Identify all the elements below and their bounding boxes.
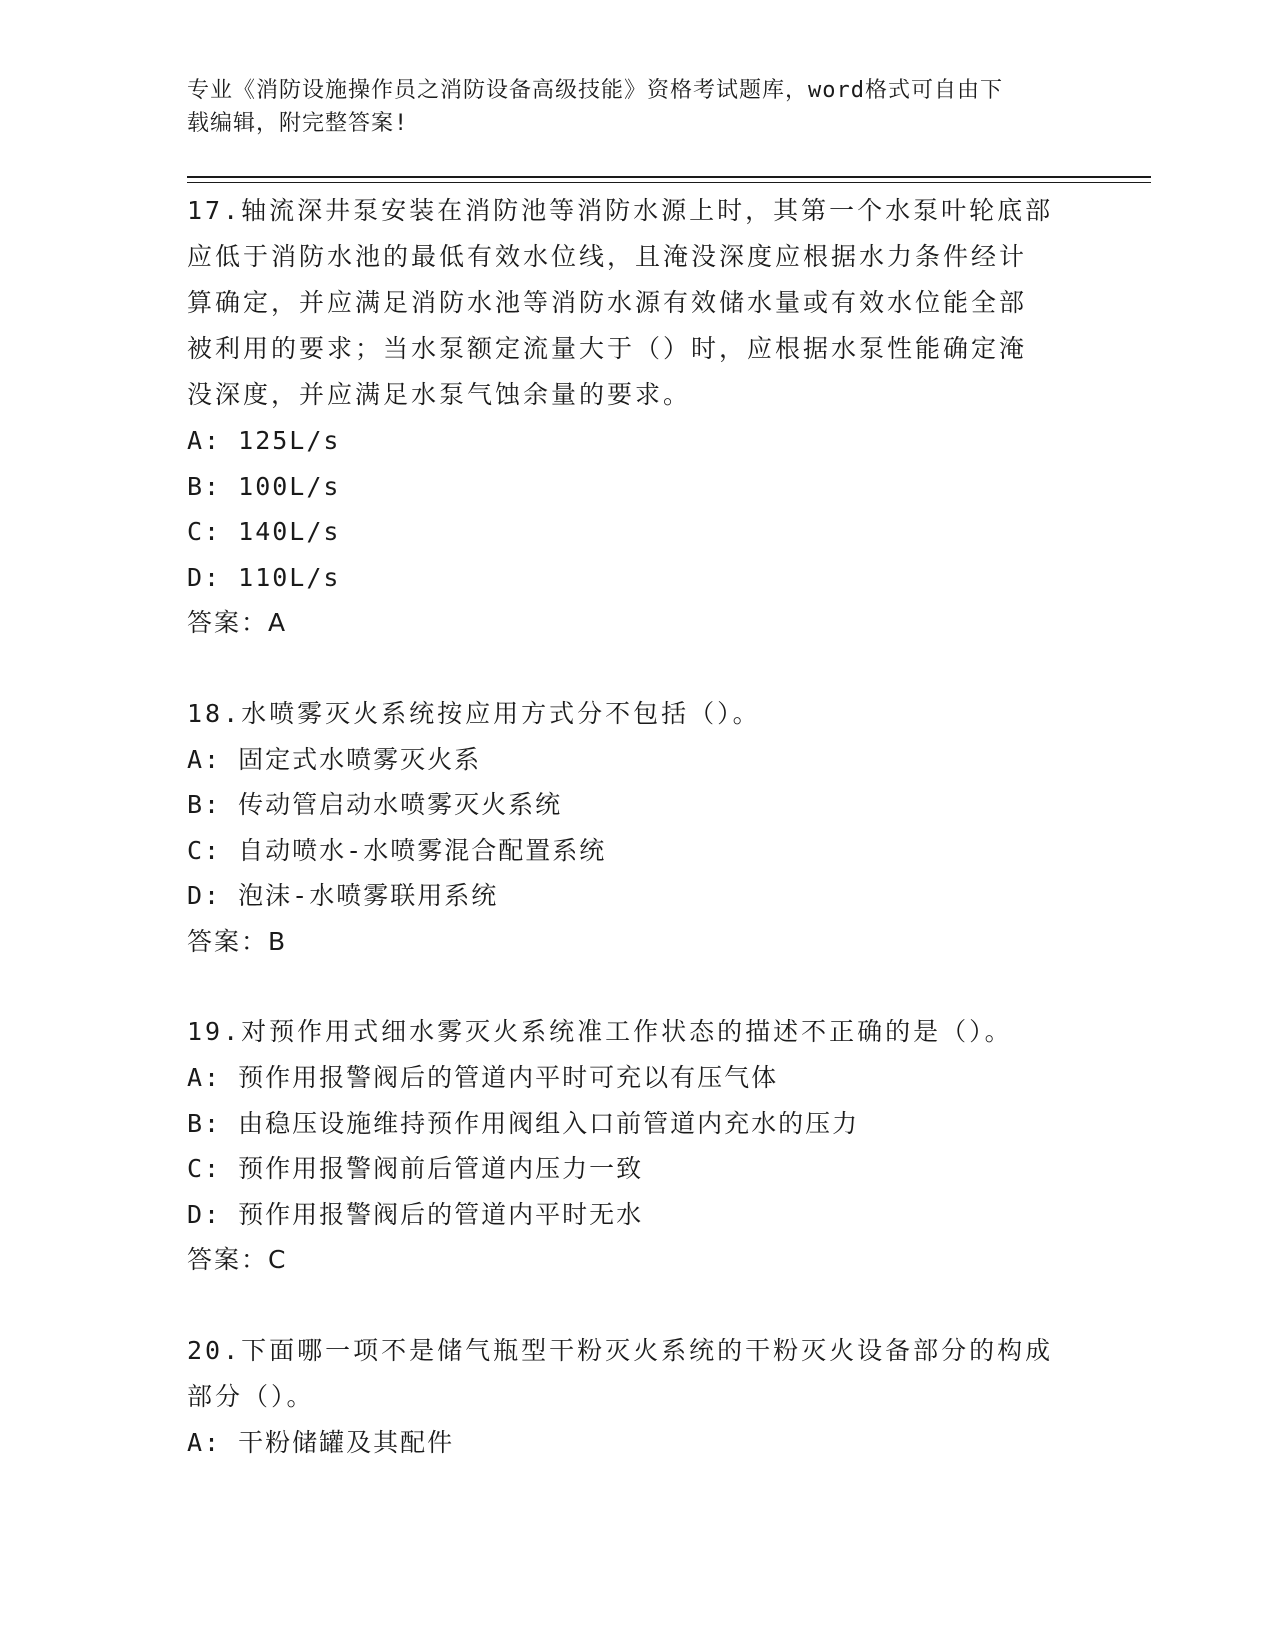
option-d: D: 110L/s <box>187 562 341 592</box>
option-a: A: 固定式水喷雾灭火系 <box>187 744 482 774</box>
question-text-line: 17.轴流深井泵安装在消防池等消防水源上时，其第一个水泵叶轮底部 <box>187 196 1054 225</box>
question-text-line: 被利用的要求；当水泵额定流量大于（）时，应根据水泵性能确定淹 <box>187 334 1028 363</box>
page-header <box>187 74 1067 140</box>
option-c: C: 140L/s <box>187 517 341 546</box>
option-a: A: 125L/s <box>187 426 341 455</box>
question-17 <box>187 188 1087 646</box>
question-text-line: 19.对预作用式细水雾灭火系统准工作状态的描述不正确的是（）。 <box>187 1017 1013 1046</box>
header-divider-thick <box>187 176 1151 178</box>
question-text-line: 20.下面哪一项不是储气瓶型干粉灭火系统的干粉灭火设备部分的构成 <box>187 1335 1054 1365</box>
header-divider-thin <box>187 182 1151 183</box>
question-text-line: 算确定，并应满足消防水池等消防水源有效储水量或有效水位能全部 <box>187 288 1028 317</box>
option-b: B: 100L/s <box>187 471 341 501</box>
option-a: A: 干粉储罐及其配件 <box>187 1427 455 1457</box>
option-c: C: 自动喷水-水喷雾混合配置系统 <box>187 835 607 865</box>
option-a: A: 预作用报警阀后的管道内平时可充以有压气体 <box>187 1063 779 1092</box>
option-b: B: 传动管启动水喷雾灭火系统 <box>187 790 563 819</box>
question-18 <box>187 691 1087 965</box>
answer-line: 答案：C <box>187 1245 288 1274</box>
option-c: C: 预作用报警阀前后管道内压力一致 <box>187 1154 644 1183</box>
option-b: B: 由稳压设施维持预作用阀组入口前管道内充水的压力 <box>187 1108 860 1138</box>
question-text-line: 18.水喷雾灭火系统按应用方式分不包括（）。 <box>187 698 761 728</box>
option-d: D: 预作用报警阀后的管道内平时无水 <box>187 1199 644 1229</box>
question-text-line: 部分（）。 <box>187 1381 315 1411</box>
question-19 <box>187 1009 1087 1283</box>
question-list <box>187 188 1087 1510</box>
question-20 <box>187 1328 1087 1466</box>
answer-line: 答案：A <box>187 608 288 637</box>
question-text-line: 应低于消防水池的最低有效水位线，且淹没深度应根据水力条件经计 <box>187 242 1028 271</box>
option-d: D: 泡沫-水喷雾联用系统 <box>187 881 499 910</box>
header-line-2: 载编辑，附完整答案! <box>187 111 409 136</box>
question-text-line: 没深度，并应满足水泵气蚀余量的要求。 <box>187 380 692 409</box>
header-line-1: 专业《消防设施操作员之消防设备高级技能》资格考试题库，word格式可自由下 <box>187 78 1003 103</box>
answer-line: 答案：B <box>187 926 288 956</box>
